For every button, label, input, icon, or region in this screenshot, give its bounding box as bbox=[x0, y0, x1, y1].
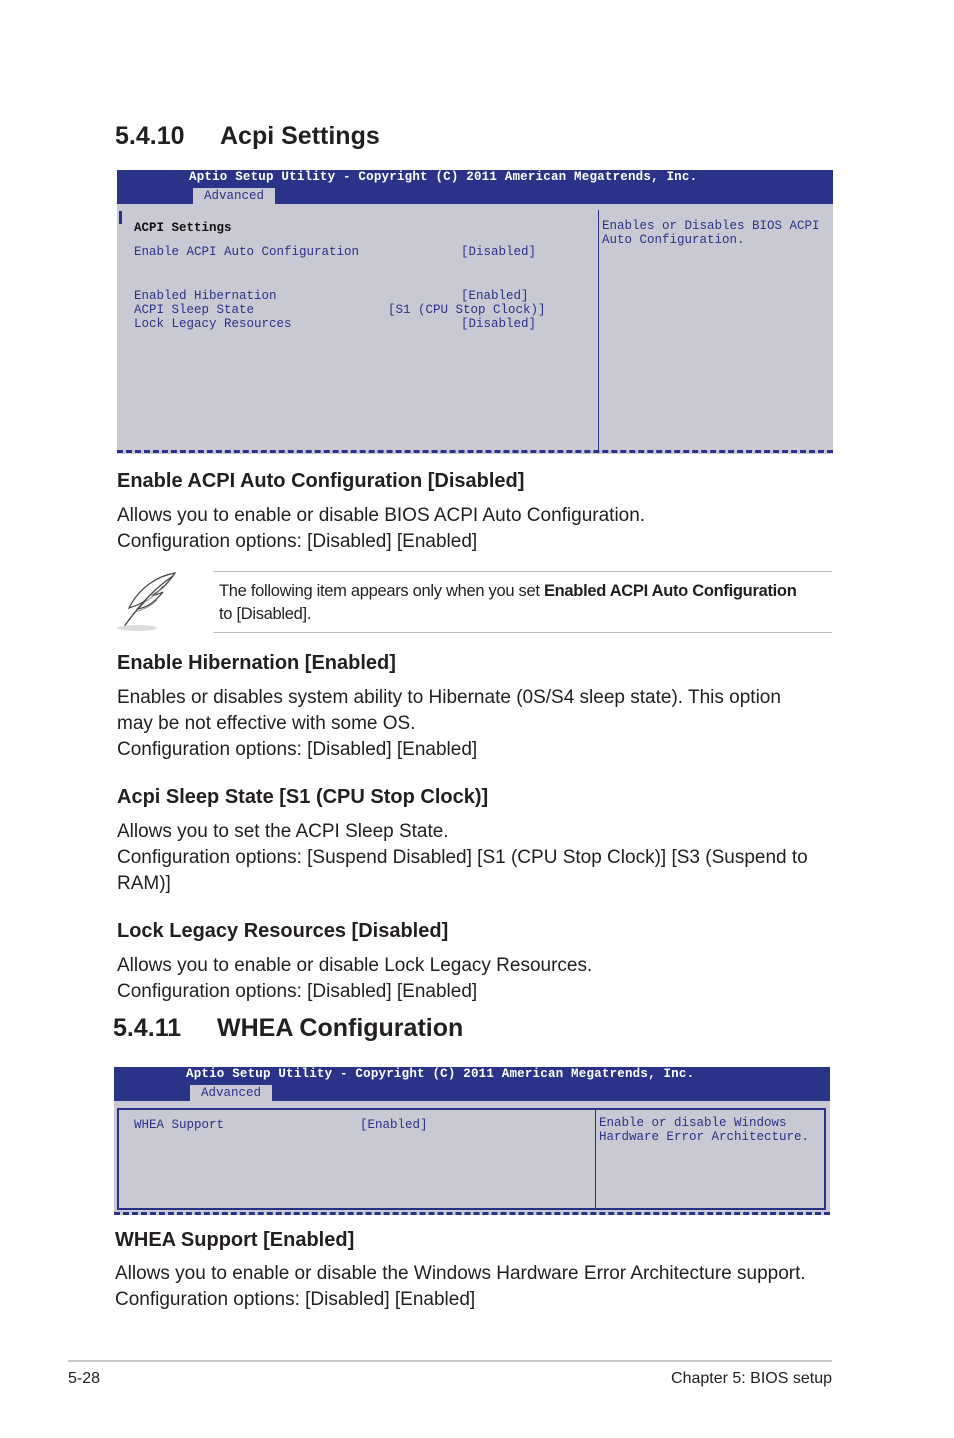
bios-bottom-dashed-line bbox=[117, 450, 833, 453]
bios-copyright-text: Aptio Setup Utility - Copyright (C) 2011 American Megatrends, Inc. bbox=[189, 170, 698, 184]
bios-screenshot-acpi bbox=[117, 170, 833, 454]
bios-item-label[interactable]: Lock Legacy Resources bbox=[134, 317, 292, 331]
option-description bbox=[115, 1261, 806, 1313]
bios-item-label[interactable]: ACPI Sleep State bbox=[134, 303, 255, 317]
bios-item-label[interactable]: Enabled Hibernation bbox=[134, 289, 277, 303]
bios-tab-advanced[interactable]: Advanced bbox=[190, 1085, 272, 1101]
description-line: Configuration options: [Suspend Disabled] [S1 (CPU Stop Clock)] [S3 (Suspend to bbox=[117, 847, 808, 868]
footer-rule bbox=[68, 1360, 832, 1362]
bios-item-value[interactable]: [Disabled] bbox=[461, 245, 537, 259]
bios-item-label[interactable]: Enable ACPI Auto Configuration bbox=[134, 245, 360, 259]
bios-screenshot-whea bbox=[114, 1067, 830, 1215]
option-description bbox=[117, 685, 781, 763]
bios-item-value[interactable]: [S1 (CPU Stop Clock)] bbox=[388, 303, 546, 317]
option-heading: Lock Legacy Resources [Disabled] bbox=[117, 920, 449, 942]
option-description bbox=[117, 953, 592, 1005]
option-description bbox=[117, 819, 808, 897]
bios-panel-divider bbox=[598, 210, 599, 450]
section-title-acpi-settings bbox=[115, 122, 380, 151]
description-line: Allows you to enable or disable the Windows Hardware Error Architecture support. bbox=[115, 1263, 806, 1284]
description-line: Configuration options: [Disabled] [Enabled] bbox=[117, 531, 478, 552]
help-line: Auto Configuration. bbox=[602, 233, 745, 247]
description-line: Configuration options: [Disabled] [Enabled] bbox=[117, 739, 478, 760]
chapter-label: Chapter 5: BIOS setup bbox=[671, 1370, 832, 1387]
bios-item-value[interactable]: [Enabled] bbox=[461, 289, 529, 303]
option-heading: Acpi Sleep State [S1 (CPU Stop Clock)] bbox=[117, 786, 489, 808]
feather-quill-icon bbox=[113, 570, 183, 634]
help-line: Enables or Disables BIOS ACPI bbox=[602, 219, 820, 233]
description-line: Enables or disables system ability to Hibernate (0S/S4 sleep state). This option bbox=[117, 687, 781, 708]
description-line: RAM)] bbox=[117, 873, 171, 894]
bios-tab-advanced[interactable]: Advanced bbox=[193, 188, 275, 204]
description-line: Allows you to set the ACPI Sleep State. bbox=[117, 821, 449, 842]
note-box bbox=[213, 571, 832, 633]
bios-help-text bbox=[602, 219, 820, 247]
bios-heading-acpi-settings: ACPI Settings bbox=[134, 221, 232, 235]
description-line: may be not effective with some OS. bbox=[117, 713, 416, 734]
option-heading: Enable ACPI Auto Configuration [Disabled] bbox=[117, 470, 525, 492]
section-title-whea bbox=[113, 1014, 463, 1043]
option-description bbox=[117, 503, 645, 555]
note-bold-text: Enabled ACPI Auto Configuration bbox=[543, 582, 797, 600]
bios-help-text bbox=[599, 1116, 809, 1144]
description-line: Configuration options: [Disabled] [Enabled] bbox=[115, 1289, 476, 1310]
section-title-text: WHEA Configuration bbox=[217, 1014, 464, 1042]
note-prefix: The following item appears only when you set bbox=[219, 582, 544, 600]
bios-bottom-dashed-line bbox=[114, 1212, 830, 1215]
description-line: Allows you to enable or disable BIOS ACPI Auto Configuration. bbox=[117, 505, 646, 526]
help-line: Hardware Error Architecture. bbox=[599, 1130, 810, 1144]
bios-panel-divider bbox=[595, 1108, 596, 1210]
section-number: 5.4.11 bbox=[113, 1014, 182, 1042]
description-line: Configuration options: [Disabled] [Enabled] bbox=[117, 981, 478, 1002]
bios-item-value[interactable]: [Disabled] bbox=[461, 317, 537, 331]
page-number: 5-28 bbox=[68, 1370, 101, 1387]
help-line: Enable or disable Windows bbox=[599, 1116, 787, 1130]
bios-copyright-text: Aptio Setup Utility - Copyright (C) 2011 American Megatrends, Inc. bbox=[186, 1067, 695, 1081]
note-suffix: to [Disabled]. bbox=[219, 605, 312, 623]
description-line: Allows you to enable or disable Lock Legacy Resources. bbox=[117, 955, 593, 976]
bios-title-bar bbox=[114, 1067, 830, 1101]
section-title-text: Acpi Settings bbox=[220, 122, 380, 150]
scroll-marker bbox=[119, 211, 122, 224]
option-heading: Enable Hibernation [Enabled] bbox=[117, 652, 396, 674]
bios-title-bar bbox=[117, 170, 833, 204]
section-number: 5.4.10 bbox=[115, 122, 185, 150]
bios-item-value[interactable]: [Enabled] bbox=[360, 1118, 428, 1132]
note-text bbox=[219, 580, 796, 626]
bios-item-label[interactable]: WHEA Support bbox=[134, 1118, 225, 1132]
option-heading: WHEA Support [Enabled] bbox=[115, 1229, 355, 1251]
